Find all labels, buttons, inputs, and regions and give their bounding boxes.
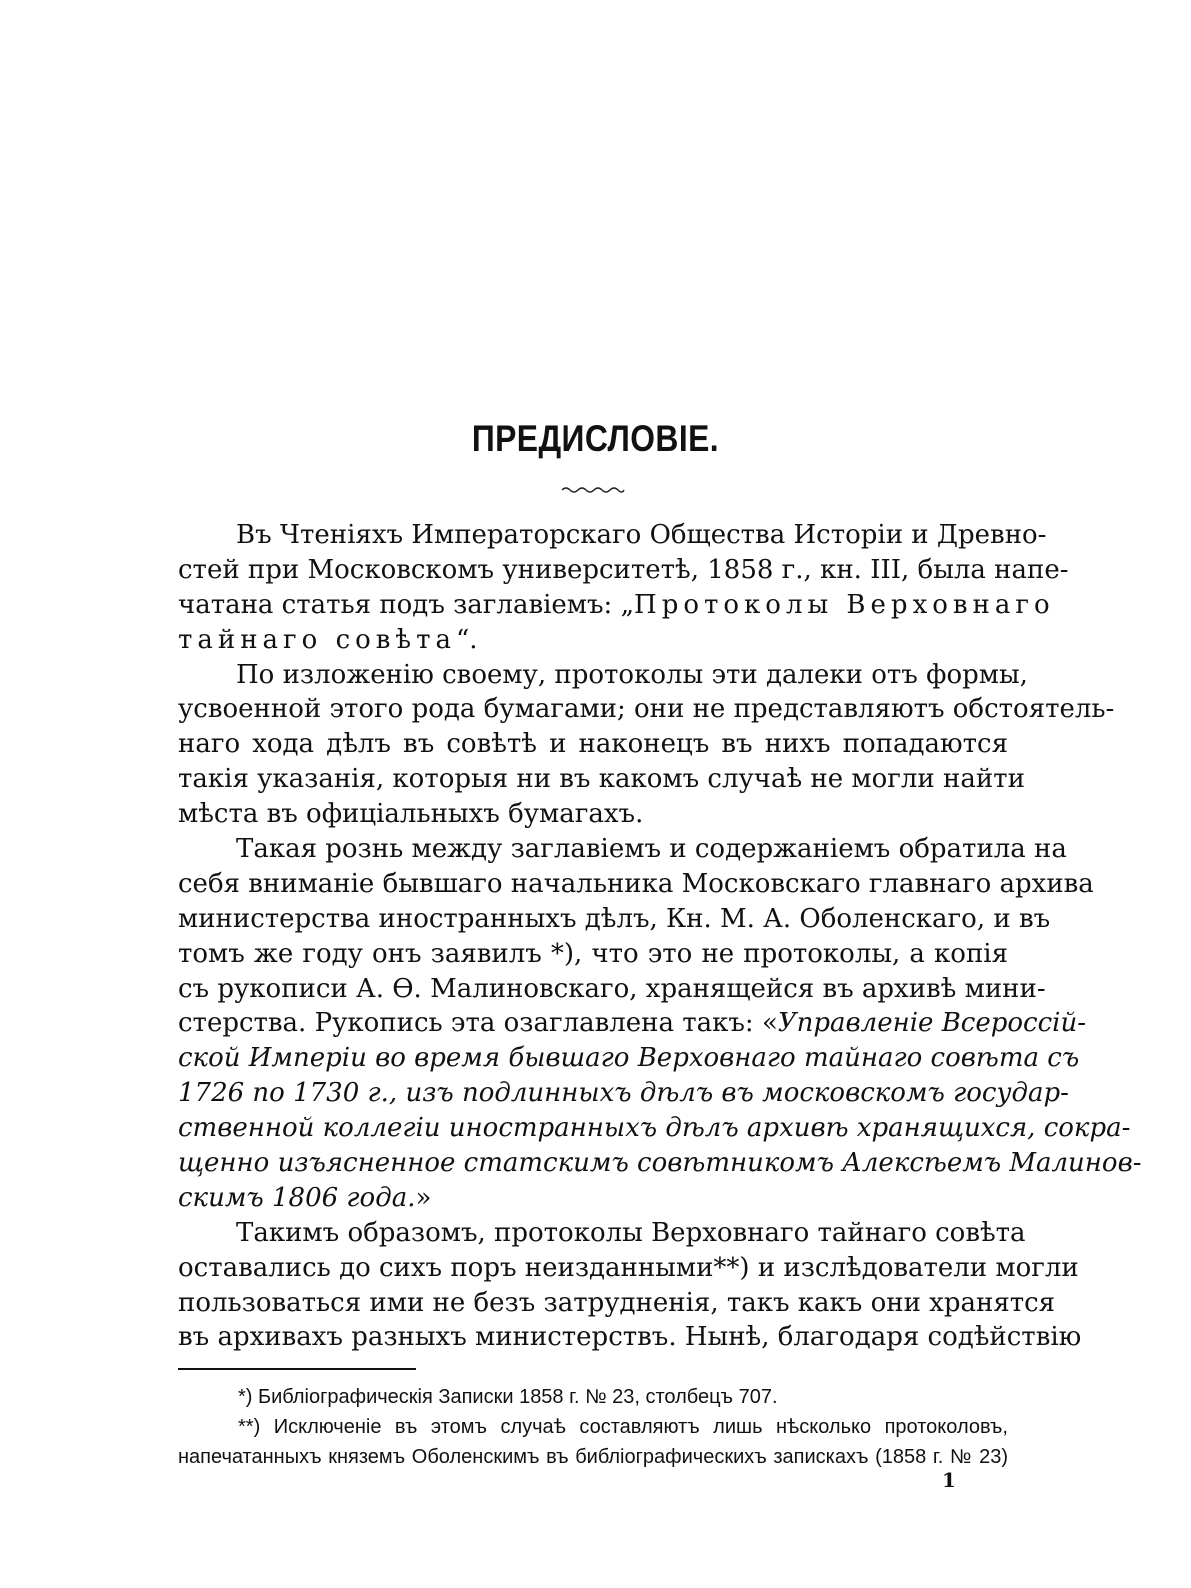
text-line bbox=[178, 623, 1008, 658]
page-number: 1 bbox=[942, 1468, 956, 1492]
ornament-divider-icon bbox=[560, 484, 626, 494]
text-line: 1726 по 1730 г., изъ подлинныхъ дѣлъ въ московскомъ государ- bbox=[178, 1078, 1069, 1109]
text-line: мѣста въ офиціальныхъ бумагахъ. bbox=[178, 799, 644, 830]
text-line: щенно изъясненное статскимъ совѣтникомъ Алексѣемъ Малинов- bbox=[178, 1148, 1142, 1179]
page-title: ПРЕДИСЛОВІЕ. bbox=[471, 418, 720, 459]
text-line: министерства иностранныхъ дѣлъ, Кн. М. А. Оболенскаго, и въ bbox=[178, 903, 1051, 934]
text-line: наго хода дѣлъ въ совѣтѣ и наконецъ въ нихъ попадаются bbox=[178, 729, 1008, 760]
spaced-title-fragment: Протоколы Верховнаго bbox=[634, 589, 1055, 620]
text-line: ственной коллегіи иностранныхъ дѣлъ архивѣ хранящихся, сокра- bbox=[178, 1113, 1131, 1144]
text-line: себя вниманіе бывшаго начальника Московскаго главнаго архива bbox=[178, 868, 1094, 899]
text-line: въ архивахъ разныхъ министерствъ. Нынѣ, благодаря содѣйствію bbox=[178, 1322, 1082, 1353]
text-line: Въ Чтеніяхъ Императорскаго Общества Исторіи и Древно- bbox=[236, 520, 1047, 550]
text-line: такія указанія, которыя ни въ какомъ случаѣ не могли найти bbox=[178, 764, 1025, 795]
text-line bbox=[178, 588, 1055, 623]
footnote-line: напечатанныхъ княземъ Оболенскимъ въ библіографическихъ запискахъ (1858 г. № 23) bbox=[178, 1446, 1008, 1468]
spaced-title-fragment: тайнаго совѣта bbox=[178, 624, 456, 655]
footnote-separator bbox=[178, 1368, 416, 1370]
text-line: усвоенной этого рода бумагами; они не представляютъ обстоятель- bbox=[178, 694, 1115, 725]
text-fragment: “. bbox=[456, 624, 478, 655]
text-line: Такимъ образомъ, протоколы Верховнаго тайнаго совѣта bbox=[236, 1217, 1026, 1248]
italic-fragment: скимъ 1806 года. bbox=[178, 1182, 416, 1213]
text-line bbox=[178, 1006, 1087, 1041]
text-line: съ рукописи А. Ѳ. Малиновскаго, хранящейся въ архивѣ мини- bbox=[178, 973, 1046, 1004]
text-line: томъ же году онъ заявилъ *), что это не протоколы, а копія bbox=[178, 938, 1008, 969]
text-fragment: стерства. Рукопись эта озаглавлена такъ: « bbox=[178, 1008, 778, 1039]
text-line: Такая рознь между заглавіемъ и содержаніемъ обратила на bbox=[236, 834, 1067, 865]
text-fragment: чатана статья подъ заглавіемъ: „ bbox=[178, 589, 635, 620]
text-line: ской Имперіи во время бывшаго Верховнаго тайнаго совѣта съ bbox=[178, 1043, 1080, 1074]
footnote-line: *) Библіографическія Записки 1858 г. № 23, столбецъ 707. bbox=[238, 1386, 778, 1408]
italic-fragment: Управленіе Всероссій- bbox=[777, 1008, 1087, 1039]
footnotes bbox=[178, 1382, 1008, 1472]
text-line: стей при Московскомъ университетѣ, 1858 г., кн. III, была напе- bbox=[178, 554, 1069, 585]
text-line: По изложенію своему, протоколы эти далеки отъ формы, bbox=[236, 659, 1028, 690]
footnote-line: **) Исключеніе въ этомъ случаѣ составляютъ лишь нѣсколько протоколовъ, bbox=[238, 1416, 1008, 1438]
text-line: оставались до сихъ поръ неизданными**) и изслѣдователи могли bbox=[178, 1252, 1079, 1283]
text-fragment: » bbox=[415, 1182, 432, 1213]
text-line: пользоваться ими не безъ затрудненія, такъ какъ они хранятся bbox=[178, 1287, 1056, 1318]
text-line bbox=[178, 1181, 1008, 1216]
body-text bbox=[178, 518, 1142, 1355]
